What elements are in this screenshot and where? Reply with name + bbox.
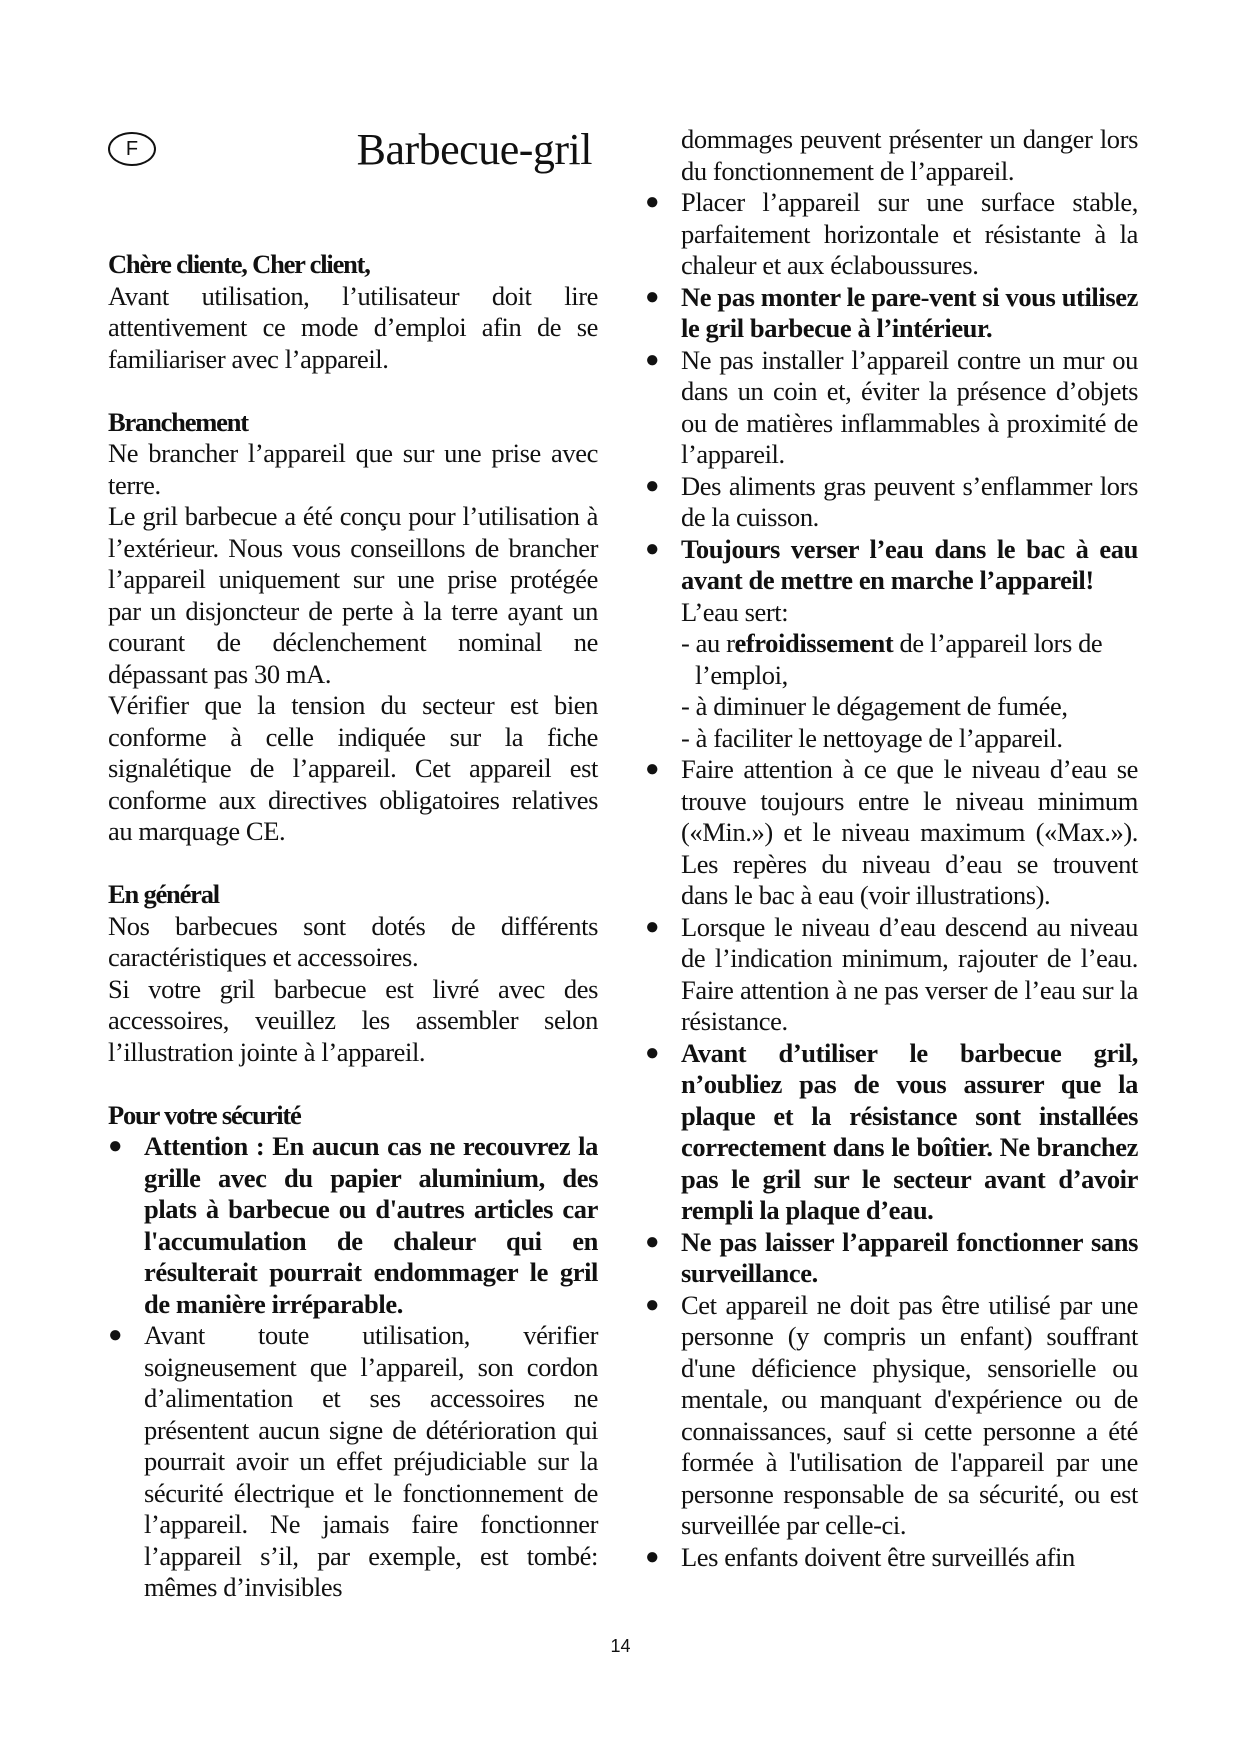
- bullet-text: Ne pas laisser l’appareil fonctionner sans surveillance.: [681, 1226, 1138, 1288]
- water-purpose-item: - à faciliter le nettoyage de l’appareil.: [681, 722, 1063, 753]
- safety-bullet: [645, 1038, 1138, 1227]
- safety-bullet: [645, 187, 1138, 282]
- bullet-icon: ●: [108, 1133, 123, 1159]
- left-column: [108, 249, 598, 1604]
- bullet-icon: ●: [645, 346, 660, 373]
- general-paragraph-2: Si votre gril barbecue est livré avec des accessoires, veuillez les assembler selon l’illustration jointe à l’appareil.: [108, 973, 598, 1067]
- language-badge: F: [108, 132, 156, 166]
- bullet-icon: ●: [645, 283, 660, 310]
- safety-bullet: [645, 1290, 1138, 1542]
- bullet-icon: ●: [645, 1543, 660, 1570]
- bullet-text: Ne pas monter le pare-vent si vous utilisez le gril barbecue à l’intérieur.: [681, 281, 1138, 343]
- safety-bullet: [645, 754, 1138, 912]
- safety-bullet: [645, 282, 1138, 345]
- page-title: Barbecue-gril: [356, 125, 592, 174]
- branchement-paragraph-3: Vérifier que la tension du secteur est bien conforme à celle indiquée sur la fiche signalétique de l’appareil. Cet appareil est conforme aux directives obligatoires relatives au marquage CE.: [108, 690, 598, 846]
- bullet-icon: ●: [645, 472, 660, 499]
- bullet-text: Attention : En aucun cas ne recouvrez la grille avec du papier aluminium, des plats à barbecue ou d'autres articles car l'accumulation de chaleur qui en résulterait pourrait endommager le gril de manière irréparable.: [144, 1131, 598, 1319]
- safety-bullet: [645, 912, 1138, 1038]
- page-number: 14: [610, 1636, 631, 1656]
- bullet-icon: ●: [645, 913, 660, 940]
- greeting-heading: Chère cliente, Cher client,: [108, 249, 370, 279]
- general-heading: En général: [108, 879, 219, 909]
- safety-bullet: [108, 1320, 598, 1604]
- intro-paragraph: Avant utilisation, l’utilisateur doit lire attentivement ce mode d’emploi afin de se familiariser avec l’appareil.: [108, 280, 598, 374]
- right-column: [645, 124, 1138, 1573]
- bullet-icon: ●: [645, 756, 660, 782]
- water-purpose-prefix: - au r: [681, 628, 735, 658]
- bullet-text: Avant toute utilisation, vérifier soigneusement que l’appareil, son cordon d’alimentation et ses accessoires ne présentent aucun signe de détérioration qui pourrait avoir un effet préjudiciable sur la sécurité électrique et le fonctionnement de l’appareil. Ne jamais faire fonctionner l’appareil s’il, par exemple, est tombé: mêmes d’invisibles: [144, 1320, 598, 1602]
- bullet-text: Cet appareil ne doit pas être utilisé par une personne (y compris un enfant) souffrant d'une déficience physique, sensorielle ou mentale, ou manquant d'expérience ou de connaissances, sauf si cette personne a été formée à l'utilisation de l'appareil par une personne responsable de sa sécurité, ou est surveillée par celle-ci.: [681, 1289, 1138, 1540]
- bullet-text: Placer l’appareil sur une surface stable, parfaitement horizontale et résistante à la chaleur et aux éclaboussures.: [681, 187, 1138, 280]
- water-purpose-item: [645, 628, 1138, 660]
- general-paragraph-1: Nos barbecues sont dotés de différents caractéristiques et accessoires.: [108, 910, 598, 972]
- bullet-icon: ●: [645, 1291, 660, 1318]
- bullet-icon: ●: [645, 1228, 660, 1255]
- water-purpose-intro: L’eau sert:: [681, 596, 789, 627]
- bullet-text: Faire attention à ce que le niveau d’eau se trouve toujours entre le niveau minimum («Min.») et le niveau maximum («Max.»). Les repères du niveau d’eau se trouvent dans le bac à eau (voir illustrations).: [681, 754, 1138, 910]
- safety-bullet: [645, 534, 1138, 597]
- bullet-text: Ne pas installer l’appareil contre un mur ou dans un coin et, éviter la présence d’objets ou de matières inflammables à proximité de l’appareil.: [681, 344, 1138, 469]
- spacer: [108, 1068, 598, 1100]
- water-purpose-item: - à diminuer le dégagement de fumée,: [681, 691, 1068, 721]
- continuation-text: dommages peuvent présenter un danger lors du fonctionnement de l’appareil.: [681, 124, 1138, 186]
- bullet-icon: ●: [645, 535, 660, 562]
- branchement-paragraph-1: Ne brancher l’appareil que sur une prise avec terre.: [108, 438, 598, 500]
- bullet-text: Lorsque le niveau d’eau descend au niveau de l’indication minimum, rajouter de l’eau. Faire attention à ne pas verser de l’eau sur la résistance.: [681, 911, 1138, 1036]
- bullet-text: Avant d’utiliser le barbecue gril, n’oubliez pas de vous assurer que la plaque et la résistance sont installées correctement dans le boîtier. Ne branchez pas le gril sur le secteur avant d’avoir rempli la plaque d’eau.: [681, 1037, 1138, 1225]
- bullet-text: Des aliments gras peuvent s’enflammer lors de la cuisson.: [681, 470, 1138, 532]
- safety-heading: Pour votre sécurité: [108, 1099, 301, 1130]
- bullet-icon: ●: [645, 189, 660, 215]
- safety-bullet: [645, 1227, 1138, 1290]
- safety-bullet: [645, 471, 1138, 534]
- bullet-text: Les enfants doivent être surveillés afin: [681, 1541, 1075, 1572]
- spacer: [108, 375, 598, 407]
- spacer: [108, 848, 598, 880]
- water-purpose-suffix: de l’appareil lors de: [893, 628, 1103, 658]
- safety-bullet: [108, 1131, 598, 1320]
- branchement-heading: Branchement: [108, 406, 248, 437]
- bullet-text: Toujours verser l’eau dans le bac à eau avant de mettre en marche l’appareil!: [681, 533, 1138, 595]
- safety-bullet: [645, 345, 1138, 471]
- branchement-paragraph-2: Le gril barbecue a été conçu pour l’utilisation à l’extérieur. Nous vous conseillons de brancher l’appareil uniquement sur une prise protégée par un disjoncteur de perte à la terre ayant un courant de déclenchement nominal ne dépassant pas 30 mA.: [108, 501, 598, 689]
- water-purpose-item-cont: l’emploi,: [695, 659, 788, 690]
- safety-bullet: [645, 1542, 1138, 1574]
- bullet-icon: ●: [108, 1322, 123, 1348]
- bullet-icon: ●: [645, 1039, 660, 1066]
- water-purpose-keyword: efroidissement: [734, 628, 894, 658]
